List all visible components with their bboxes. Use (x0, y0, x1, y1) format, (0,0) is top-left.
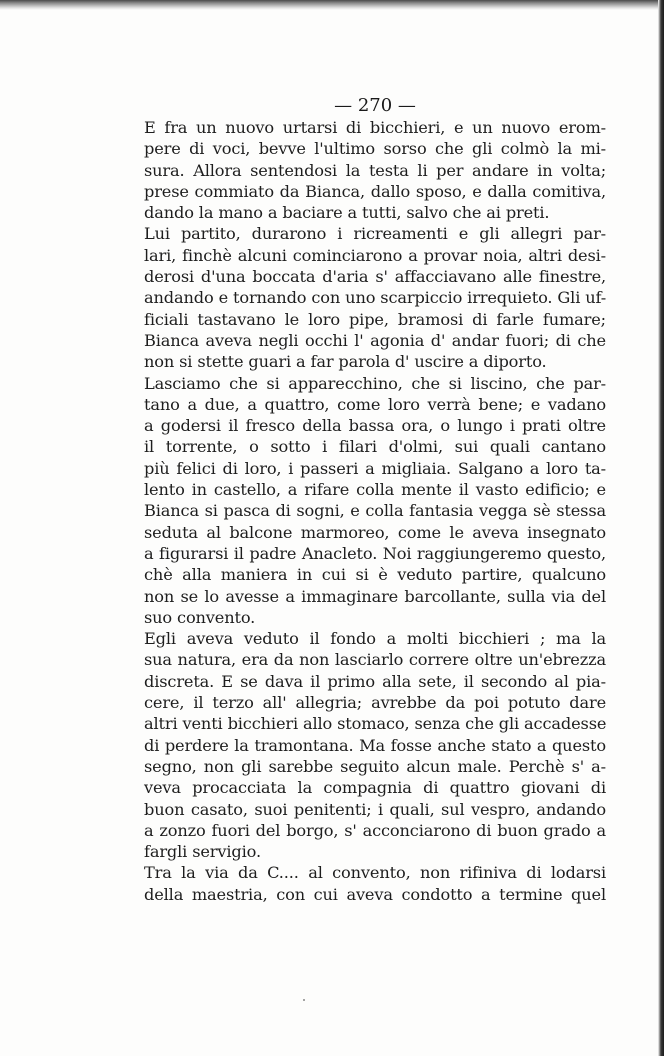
text-line: prese commiato da Bianca, dallo sposo, e dalla comitiva, (144, 181, 606, 201)
paper-speck (303, 999, 305, 1001)
text-line: non se lo avesse a immaginare barcollante, sulla via del (144, 586, 606, 606)
text-line: Egli aveva veduto il fondo a molti bicchieri ; ma la (144, 629, 606, 649)
text-line: Lasciamo che si apparecchino, che si liscino, che par- (144, 373, 606, 393)
text-line: sua natura, era da non lasciarlo correre oltre un'ebrezza (144, 650, 606, 670)
text-line: dando la mano a baciare a tutti, salvo che ai preti. (144, 203, 550, 223)
text-line: suo convento. (144, 607, 256, 627)
text-line: tano a due, a quattro, come loro verrà bene; e vadano (144, 394, 606, 414)
text-line: non si stette guari a far parola d' uscire a diporto. (144, 352, 547, 372)
text-line: più felici di loro, i passeri a migliaia. Salgano a loro ta- (144, 458, 606, 478)
text-line: Bianca si pasca di sogni, e colla fantasia vegga sè stessa (144, 501, 606, 521)
text-line: della maestria, con cui aveva condotto a termine quel (144, 884, 606, 904)
text-line: segno, non gli sarebbe seguito alcun male. Perchè s' a- (144, 756, 606, 776)
text-line: pere di voci, bevve l'ultimo sorso che gli colmò la mi- (144, 139, 606, 159)
text-line: Bianca aveva negli occhi l' agonia d' andar fuori; di che (144, 330, 606, 350)
text-line: sura. Allora sentendosi la testa li per andare in volta; (144, 160, 606, 180)
text-line: E fra un nuovo urtarsi di bicchieri, e un nuovo erom- (144, 118, 606, 137)
text-line: cere, il terzo all' allegria; avrebbe da poi potuto dare (144, 693, 606, 713)
text-line: derosi d'una boccata d'aria s' affacciavano alle finestre, (144, 267, 606, 287)
text-line: chè alla maniera in cui si è veduto partire, qualcuno (144, 565, 606, 585)
text-line: buon casato, suoi penitenti; i quali, sul vespro, andando (144, 799, 606, 819)
text-line: andando e tornando con uno scarpiccio irrequieto. Gli uf- (144, 288, 607, 308)
text-line: il torrente, o sotto i filari d'olmi, sui quali cantano (144, 437, 606, 457)
text-line: seduta al balcone marmoreo, come le aveva insegnato (144, 522, 606, 542)
text-line: fargli servigio. (144, 842, 261, 862)
text-line: Tra la via da C.... al convento, non rifiniva di lodarsi (144, 863, 606, 883)
text-line: a zonzo fuori del borgo, s' acconciarono di buon grado a (144, 820, 606, 840)
text-line: veva procacciata la compagnia di quattro giovani di (144, 778, 606, 798)
body-text (144, 117, 606, 905)
text-line: ficiali tastavano le loro pipe, bramosi di farle fumare; (144, 309, 606, 329)
text-line: di perdere la tramontana. Ma fosse anche stato a questo (144, 735, 606, 755)
page-right-edge (658, 0, 664, 1056)
page-top-edge (0, 0, 664, 10)
text-line: altri venti bicchieri allo stomaco, senza che gli accadesse (144, 714, 607, 734)
page-number: — 270 — (334, 95, 416, 116)
text-line: lento in castello, a rifare colla mente il vasto edificio; e (144, 480, 606, 500)
text-line: a godersi il fresco della bassa ora, o lungo i prati oltre (144, 416, 606, 436)
text-line: lari, finchè alcuni cominciarono a provar noia, altri desi- (144, 245, 606, 265)
text-line: Lui partito, durarono i ricreamenti e gli allegri par- (144, 224, 606, 244)
text-line: a figurarsi il padre Anacleto. Noi raggiungeremo questo, (144, 543, 606, 563)
text-line: discreta. E se dava il primo alla sete, il secondo al pia- (144, 671, 606, 691)
